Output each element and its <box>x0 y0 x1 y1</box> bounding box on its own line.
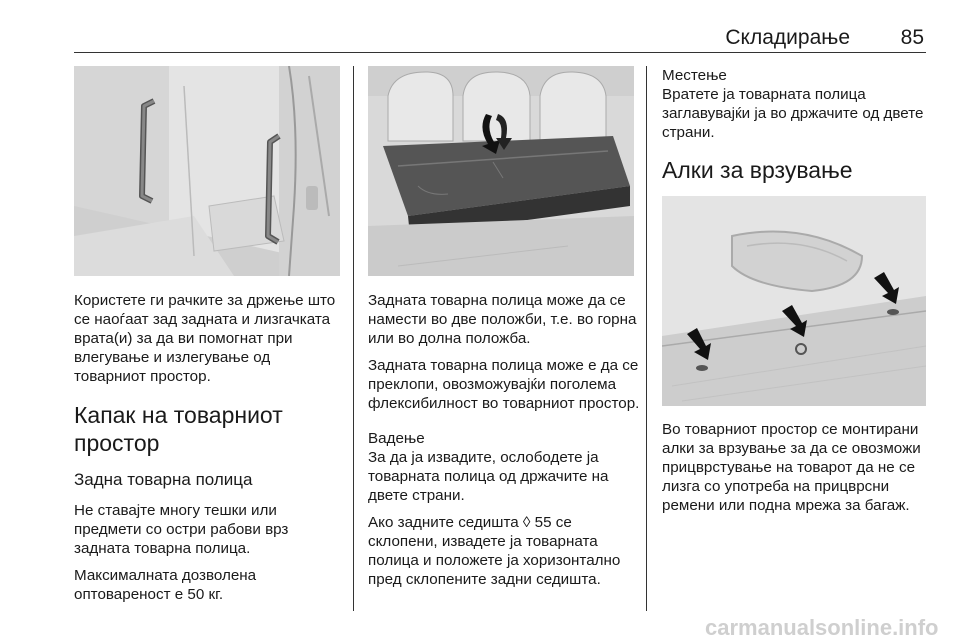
fitting-subheading: Местење <box>662 67 727 84</box>
figure-lashing-eyes <box>662 196 926 406</box>
cargo-cover-heading: Капак на товарниот простор <box>74 402 283 456</box>
watermark: carmanualsonline.info <box>705 615 939 640</box>
column-3 <box>662 66 930 184</box>
fitting-text: Вратете ја товарната полица заглавувајќи ја во држачите од двете страни. <box>662 86 924 141</box>
column-3-lower <box>662 420 930 523</box>
removal-subheading: Вадење <box>368 430 425 447</box>
max-load-text: Максималната дозволена оптовареност е 50 кг. <box>74 567 257 603</box>
lashing-eyes-heading: Алки за врзување <box>662 157 853 183</box>
grab-handles-text: Користете ги рачките за држење што се наоѓаат зад задната и лизгачката врата(и) за да ви помогнат при влегување и излегување од товарниот простор. <box>74 292 336 385</box>
column-divider-2 <box>646 66 647 611</box>
lashing-eyes-text: Во товарниот простор се монтирани алки за врзување за да се овозможи прицврстување на товарот да не се лизга со употреба на прицврсни ремени или подна мрежа за багаж. <box>662 421 921 514</box>
figure-grab-handles <box>74 66 340 276</box>
figure-rear-shelf <box>368 66 634 276</box>
page-number: 85 <box>900 26 924 49</box>
column-2 <box>368 291 640 597</box>
shelf-warning-text: Не ставајте многу тешки или предмети со остри рабови врз задната товарна полица. <box>74 502 289 557</box>
folded-seats-text: Ако задните седишта ◊ 55 се склопени, извадете ја товарната полица и положете ја хоризонтално пред склопените задни седишта. <box>368 514 621 588</box>
page-title: Складирање <box>725 26 850 49</box>
shelf-positions-text: Задната товарна полица може да се намести во две положби, т.е. во горна или во долна положба. <box>368 292 637 347</box>
shelf-fold-text: Задната товарна полица може е да се преклопи, овозможувајќи поголема флексибилност во товарниот простор. <box>368 357 640 412</box>
removal-text: За да ја извадите, ослободете ја товарната полица од држачите на двете страни. <box>368 449 609 504</box>
header-divider <box>74 52 926 53</box>
rear-shelf-subheading: Задна товарна полица <box>74 470 253 489</box>
column-divider-1 <box>353 66 354 611</box>
column-1 <box>74 291 346 612</box>
